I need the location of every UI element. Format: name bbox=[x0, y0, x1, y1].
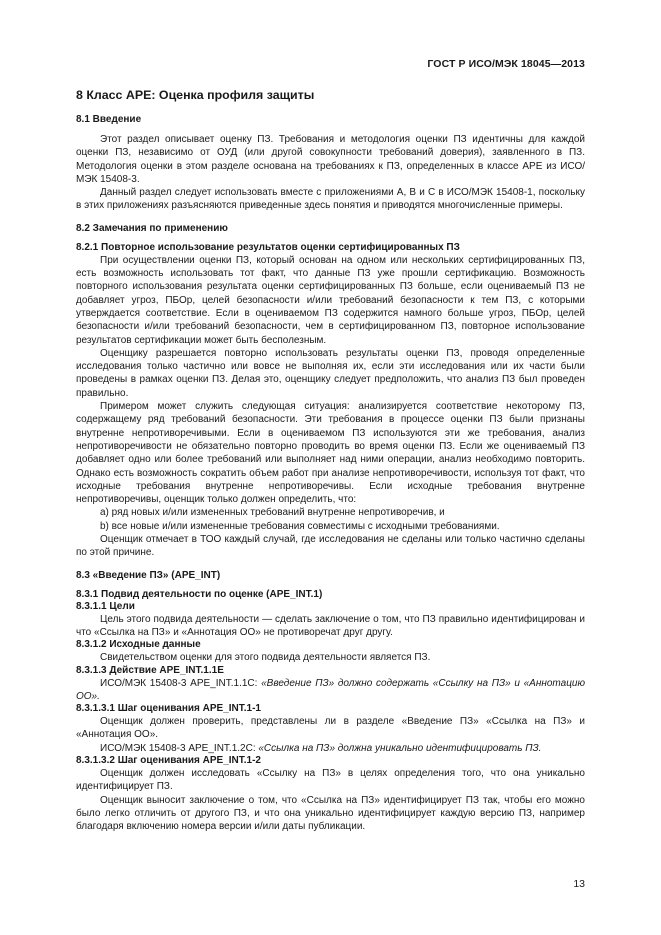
subsection-title-8-2: 8.2 Замечания по применению bbox=[76, 222, 228, 234]
requirement-id: ИСО/МЭК 15408-3 APE_INT.1.2С: bbox=[100, 742, 259, 754]
paragraph: Данный раздел следует использовать вместе с приложениями A, B и C в ИСО/МЭК 15408-1, поскольку в этих приложениях разъясняются приведенные здесь понятия и приводятся многочисленные примеры. bbox=[76, 187, 585, 212]
requirement-text: «Введение ПЗ» должно содержать «Ссылку на ПЗ» и «Аннотацию ОО». bbox=[76, 677, 585, 702]
list-item-a: a) ряд новых и/или измененных требований внутренне непротиворечив, и bbox=[100, 507, 445, 519]
subsection-title-8-2-1-text: 8.2.1 Повторное использование результатов оценки сертифицированных ПЗ bbox=[76, 241, 460, 253]
page-number: 13 bbox=[573, 878, 585, 890]
paragraph: Оценщик должен исследовать «Ссылку на ПЗ» в целях определения того, что она уникально идентифицирует ПЗ. bbox=[76, 767, 585, 793]
subsection-title-8-3: 8.3 «Введение ПЗ» (APE_INT) bbox=[76, 569, 221, 581]
paragraph: Примером может служить следующая ситуация: анализируется соответствие некоторому ПЗ, содержащему ряд требований безопасности. Эти требования в процессе оценки ПЗ были признаны внутренне непротиворечивыми. Если в оцениваемом ПЗ используются эти же требования, анализ непротиворечивости не обязательно повторно проводить во время оценки ПЗ. Если же оцениваемый ПЗ добавляет одно или более требований или выполняет над ними операции, анализ необходимо повторить. Однако есть возможность сократить объем работ при анализе непротиворечивости, используя тот факт, что исходные требования внутренне непротиворечивы. Если исходные требования внутренне непротиворечивы, оценщик только должен определить, что: bbox=[76, 401, 585, 506]
requirement-reference bbox=[76, 742, 585, 755]
requirement-reference bbox=[76, 677, 585, 704]
paragraph: Оценщик отмечает в ТОО каждый случай, где исследования не сделаны или только частично сделаны по этой причине. bbox=[76, 534, 585, 559]
requirement-id: ИСО/МЭК 15408-3 APE_INT.1.1С: bbox=[100, 677, 262, 689]
subsection-title-8-3-1-3-2: 8.3.1.3.2 Шаг оценивания APE_INT.1-2 bbox=[76, 754, 261, 766]
paragraph: Цель этого подвида деятельности — сделать заключение о том, что ПЗ правильно идентифицирован и что «Ссылка на ПЗ» и «Аннотация ОО» не противоречат друг другу. bbox=[76, 613, 585, 638]
paragraph: Оценщику разрешается повторно использовать результаты оценки ПЗ, проводя определенные исследования только частично или вовсе не выполняя их, если эти исследования или их части были проведены в рамках оценки ПЗ. Делая это, оценщику следует предположить, что анализ ПЗ был проведен правильно. bbox=[76, 347, 585, 399]
requirement-text: «Ссылка на ПЗ» должна уникально идентифицировать ПЗ. bbox=[258, 742, 542, 754]
subsection-title-8-2-1 bbox=[76, 242, 585, 253]
paragraph: Свидетельством оценки для этого подвида деятельности является ПЗ. bbox=[100, 652, 431, 664]
paragraph: Оценщик выносит заключение о том, что «Ссылка на ПЗ» идентифицирует ПЗ так, чтобы его можно было легко отличить от другого ПЗ, и что она уникально идентифицирует каждую версию ПЗ, например благодаря включению номера версии и/или даты публикации. bbox=[76, 794, 585, 833]
section-title: 8 Класс APE: Оценка профиля защиты bbox=[76, 88, 315, 102]
subsection-title-8-3-1-2: 8.3.1.2 Исходные данные bbox=[76, 639, 201, 651]
document-header: ГОСТ Р ИСО/МЭК 18045—2013 bbox=[427, 58, 585, 70]
subsection-title-8-1: 8.1 Введение bbox=[76, 114, 142, 125]
subsection-title-8-3-1-3-1: 8.3.1.3.1 Шаг оценивания APE_INT.1-1 bbox=[76, 703, 261, 715]
paragraph: Этот раздел описывает оценку ПЗ. Требования и методология оценки ПЗ идентичны для каждой оценки ПЗ, независимо от ОУД (или другой совокупности требований доверия), заявленного в ПЗ. Методология оценки в этом разделе основана на требованиях к ПЗ, определенных в классе APE из ИСО/МЭК 15408-3. bbox=[76, 134, 585, 185]
subsection-title-8-3-1-3: 8.3.1.3 Действие APE_INT.1.1E bbox=[76, 664, 224, 676]
subsection-title-8-3-1-1: 8.3.1.1 Цели bbox=[76, 600, 135, 612]
list-item-b: b) все новые и/или измененные требования совместимы с исходными требованиями. bbox=[100, 520, 500, 532]
subsection-title-8-3-1: 8.3.1 Подвид деятельности по оценке (APE_INT.1) bbox=[76, 588, 323, 600]
paragraph: При осуществлении оценки ПЗ, который основан на одном или нескольких сертифицированных ПЗ, есть возможность использовать тот факт, что данные ПЗ уже прошли сертификацию. Возможность повторного использования результата оценки сертифицированных ПЗ больше, если оцениваемый ПЗ не добавляет угроз, ПБОр, целей безопасности и/или требований безопасности к тем ПЗ, с которыми утверждается соответствие. Если в оцениваемом ПЗ содержится намного больше угроз, ПБОр, целей безопасности и/или требований безопасности, чем в сертифицированном ПЗ, повторное использование результатов сертификации может быть бесполезным. bbox=[76, 254, 585, 346]
paragraph: Оценщик должен проверить, представлены ли в разделе «Введение ПЗ» «Ссылка на ПЗ» и «Аннотация ОО». bbox=[76, 716, 585, 741]
